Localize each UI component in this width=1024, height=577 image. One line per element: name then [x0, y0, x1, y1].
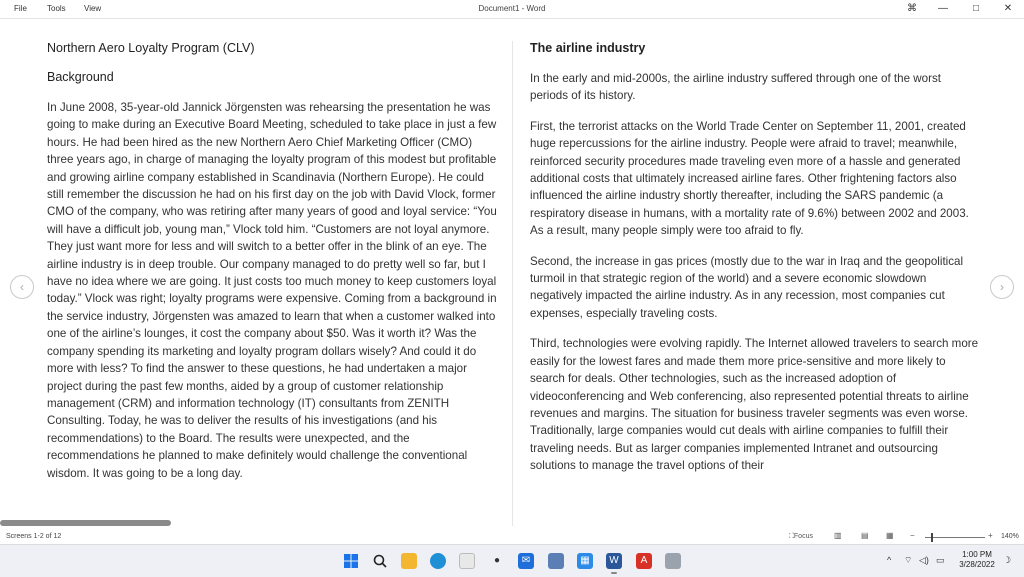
- clock-time: 1:00 PM: [962, 550, 992, 559]
- paragraph: Second, the increase in gas prices (mostly due to the war in Iraq and the geopolitical turmoil in that strategic region of the world) and a severe economic slowdown negatively impacted the airline industry. As in any recession, most companies cut expenses, especially traveling costs.: [530, 254, 964, 320]
- zoom-in-button[interactable]: +: [988, 531, 993, 540]
- zoom-out-button[interactable]: −: [910, 531, 915, 540]
- clock[interactable]: [948, 550, 1006, 570]
- status-bar: [0, 530, 1024, 544]
- focus-icon: ⛶: [789, 533, 794, 540]
- edge-browser-icon[interactable]: [430, 553, 446, 569]
- title-bar: [0, 0, 1024, 19]
- volume-icon[interactable]: ◁): [919, 555, 929, 565]
- apps-grid-icon[interactable]: ▦: [577, 553, 593, 569]
- paragraph: Third, technologies were evolving rapidly. The Internet allowed travelers to search more easily for the lowest fares and made them more price-sensitive and more likely to search for deals. Other technologies, such as the increased adoption of videoconferencing and Web conferencing, also represented potential threats to airline revenues and margins. The situation for business traveler segments was even worse. Traditionally, large companies would cut deals with airline companies to fulfill their traveling needs. But as larger companies implemented Intranet and outsourcing solutions to manage the travel options of their: [530, 337, 979, 473]
- store-icon[interactable]: [459, 553, 475, 569]
- search-icon[interactable]: [372, 553, 388, 569]
- focus-label: Focus: [793, 533, 813, 540]
- zoom-slider-thumb[interactable]: [931, 533, 933, 542]
- zoom-level[interactable]: 140%: [1001, 533, 1019, 540]
- restore-view-icon[interactable]: ⌘: [907, 3, 917, 14]
- menu-tools[interactable]: Tools: [47, 4, 66, 13]
- shield-app-icon[interactable]: [548, 553, 564, 569]
- close-button[interactable]: ✕: [1003, 3, 1013, 14]
- paragraph: In June 2008, 35-year-old Jannick Jörgensten was rehearsing the presentation he was going to make during an Executive Board Meeting, scheduled to take place in just a few hours. He had been hired as the new Northern Aero Chief Marketing Officer (CMO) three years ago, in charge of managing the loyalty program of this modest but profitable and growing airline company established in Scandinavia (Northern Europe). He could still remember the discussion he had on his first day on the job with David Vlock, former CMO of the company, who was retiring after many years of good and loyal service: “You will have a difficult job, young man,” Vlock told him. “Customers are not loyal anymore. They just want more for less and will switch to a better offer in the blink of an eye. The airline industry is in deep trouble. Our company managed to do pretty well so far, but I have no idea where we are going. It just costs too much money to keep customers loyal today.” Vlock was right; loyalty programs were expensive. Coming from a background in the service industry, Jörgensten was amazed to learn that when a customer walked into one of the airline’s lounges, it cost the company about $50. Was it worth it? Was the company spending its marketing and loyalty program dollars wisely? And could it do more with less? To find the answer to these questions, he had undertaken a major project during the past few months, aided by a group of customer relationship management (CRM) and information technology (IT) consultants from ZENITH Consulting. Today, he was to deliver the results of his investigations (and his recommendations) to the Board. The results were unexpected, and the recommendations he planned to make definitely would challenge the conventional wisdom. It was going to be a long day.: [47, 101, 497, 480]
- previous-page-button[interactable]: ‹: [10, 275, 34, 299]
- windows-start-icon[interactable]: [343, 553, 359, 569]
- read-mode-icon[interactable]: ▥: [834, 531, 842, 540]
- document-heading: Northern Aero Loyalty Program (CLV): [47, 41, 255, 55]
- left-page: [47, 41, 497, 495]
- page-divider: [512, 41, 513, 526]
- battery-icon[interactable]: ▭: [936, 555, 945, 565]
- section-heading-airline-industry: The airline industry: [530, 41, 646, 55]
- wifi-icon[interactable]: ⌔: [904, 555, 913, 565]
- pdf-reader-icon[interactable]: A: [636, 553, 652, 569]
- mail-icon[interactable]: ✉: [518, 553, 534, 569]
- tray-overflow-icon[interactable]: ^: [887, 555, 892, 565]
- file-explorer-icon[interactable]: [401, 553, 417, 569]
- document-title: Document1 - Word: [478, 4, 546, 13]
- section-heading-background: Background: [47, 70, 114, 84]
- snipping-tool-icon[interactable]: [665, 553, 681, 569]
- lightbulb-icon[interactable]: ●: [493, 555, 501, 566]
- horizontal-scrollbar[interactable]: [0, 520, 171, 526]
- print-layout-icon[interactable]: ▤: [861, 531, 869, 540]
- minimize-button[interactable]: —: [938, 3, 948, 14]
- menu-view[interactable]: View: [84, 4, 102, 13]
- right-page: [530, 41, 980, 488]
- word-icon[interactable]: W: [606, 553, 622, 569]
- paragraph: In the early and mid-2000s, the airline industry suffered through one of the worst periods of its history.: [530, 72, 941, 103]
- menu-file[interactable]: File: [14, 4, 27, 13]
- notifications-icon[interactable]: ☽: [1003, 555, 1012, 565]
- zoom-slider[interactable]: [925, 537, 985, 538]
- paragraph: First, the terrorist attacks on the World Trade Center on September 11, 2001, created huge repercussions for the airline industry. People were afraid to travel; meanwhile, reinforced security procedures made traveling even more of a hassle and generated additional costs that ultimately increased airline fares. Other frightening factors also influenced the airline industry shortly thereafter, including the SARS pandemic (a respiratory disease in humans, with a mortality rate of 9.6%) between 2002 and 2003. As a result, many people simply were too afraid to fly.: [530, 119, 969, 238]
- screens-count: Screens 1-2 of 12: [6, 533, 62, 540]
- clock-date: 3/28/2022: [959, 560, 995, 569]
- active-app-indicator: [611, 572, 617, 574]
- next-page-button[interactable]: ›: [990, 275, 1014, 299]
- web-layout-icon[interactable]: ▦: [886, 531, 894, 540]
- maximize-button[interactable]: □: [972, 3, 980, 14]
- taskbar: [0, 544, 1024, 577]
- focus-button[interactable]: [789, 533, 813, 541]
- reading-view: [0, 19, 1024, 519]
